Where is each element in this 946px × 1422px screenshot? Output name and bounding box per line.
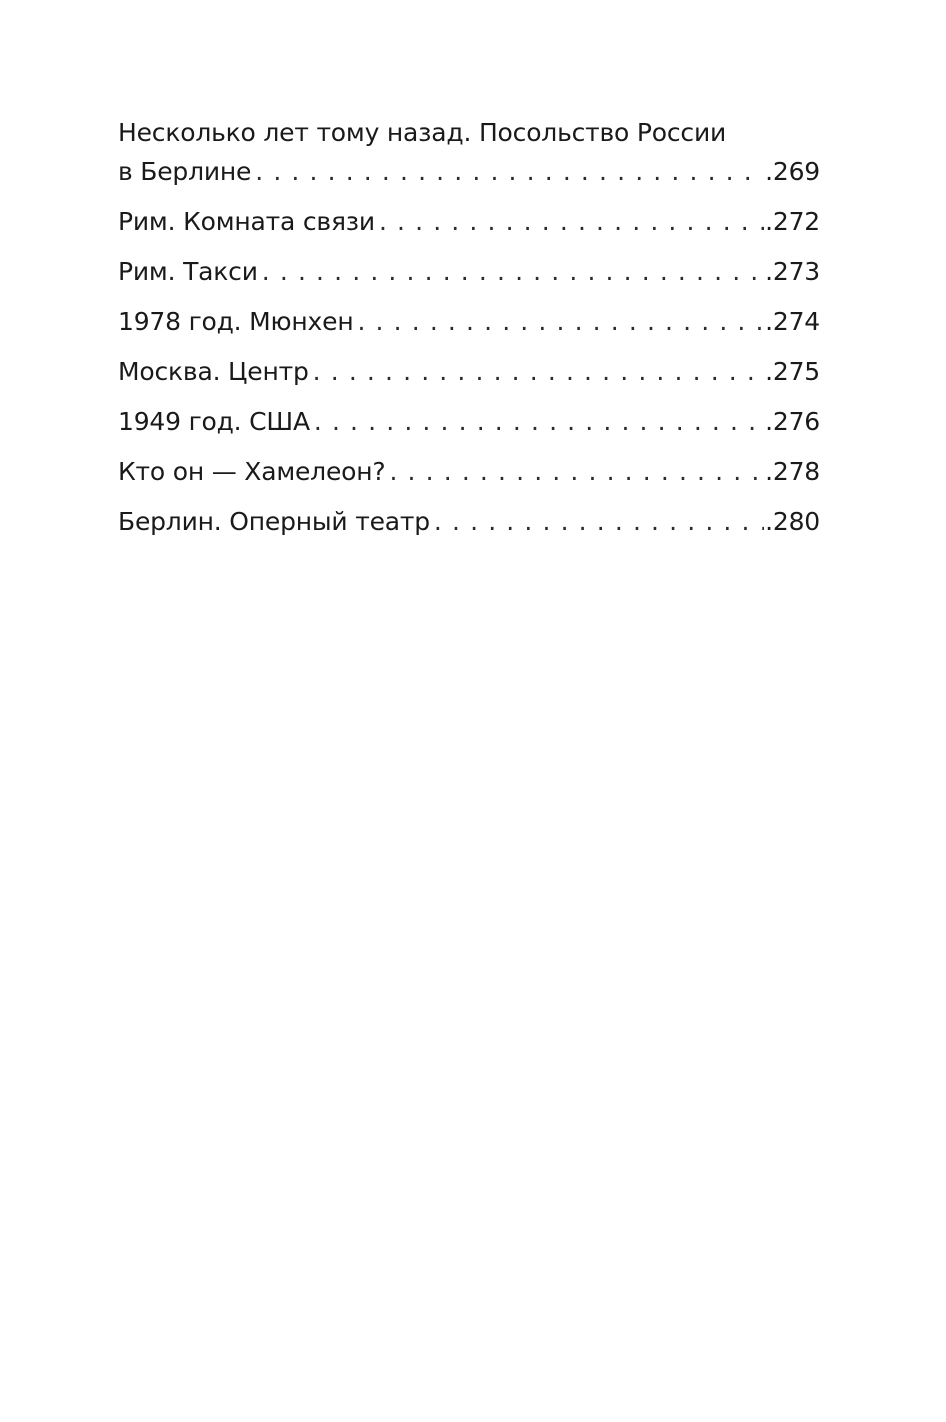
dot-leader	[255, 152, 764, 191]
table-of-contents	[118, 113, 820, 552]
toc-page-number: .280	[765, 507, 820, 536]
dot-leader	[379, 202, 764, 241]
toc-entry	[118, 302, 820, 341]
toc-line	[118, 352, 820, 391]
dot-leader	[262, 252, 764, 291]
toc-page-number: .274	[765, 307, 820, 336]
toc-entry-title: Берлин. Оперный театр	[118, 507, 430, 536]
dot-leader	[389, 452, 764, 491]
toc-entry	[118, 252, 820, 291]
toc-entry-title: 1949 год. США	[118, 407, 310, 436]
toc-line	[118, 252, 820, 291]
toc-entry	[118, 113, 820, 191]
toc-page-number: .273	[765, 257, 820, 286]
toc-entry	[118, 202, 820, 241]
toc-entry-title: в Берлине	[118, 157, 252, 186]
toc-entry-title: Кто он — Хамелеон?	[118, 457, 386, 486]
toc-line	[118, 502, 820, 541]
toc-line	[118, 152, 820, 191]
toc-line	[118, 202, 820, 241]
toc-entry	[118, 452, 820, 491]
toc-line	[118, 302, 820, 341]
toc-page-number: .276	[765, 407, 820, 436]
toc-page-number: .269	[765, 157, 820, 186]
toc-page-number: .275	[765, 357, 820, 386]
dot-leader	[357, 302, 764, 341]
dot-leader	[313, 352, 764, 391]
dot-leader	[434, 502, 764, 541]
toc-entry	[118, 402, 820, 441]
toc-entry-title-line1: Несколько лет тому назад. Посольство России	[118, 118, 727, 147]
toc-line	[118, 452, 820, 491]
toc-entry-title: 1978 год. Мюнхен	[118, 307, 354, 336]
toc-page-number: .272	[765, 207, 820, 236]
toc-page-number: .278	[765, 457, 820, 486]
toc-line	[118, 402, 820, 441]
toc-entry-title: Рим. Комната связи	[118, 207, 375, 236]
dot-leader	[314, 402, 764, 441]
toc-entry-title: Рим. Такси	[118, 257, 258, 286]
toc-entry	[118, 352, 820, 391]
toc-entry-title: Москва. Центр	[118, 357, 309, 386]
toc-entry	[118, 502, 820, 541]
